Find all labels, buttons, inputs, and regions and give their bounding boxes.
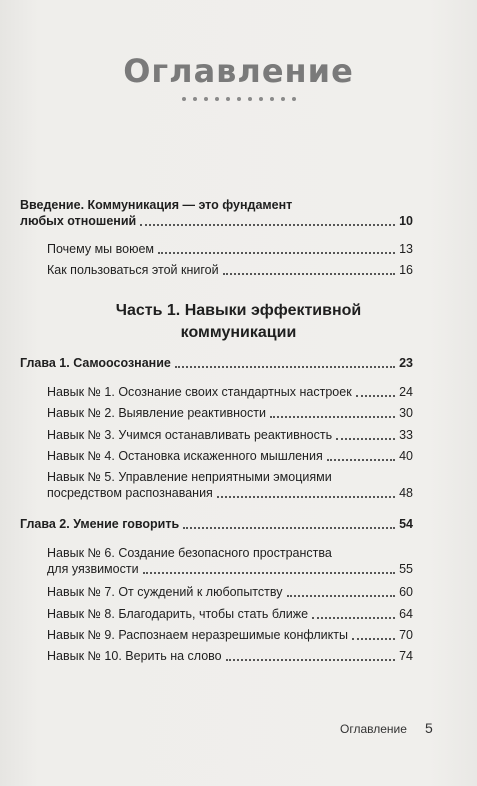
entry-label-line1: Навык № 6. Создание безопасного пространства (47, 546, 332, 560)
toc-entry-intro (20, 213, 413, 230)
entry-label: Навык № 3. Учимся останавливать реактивность (47, 428, 333, 442)
page-number: 23 (399, 356, 413, 370)
toc-entry (47, 606, 413, 623)
dot-leader (223, 273, 396, 275)
toc-entry (47, 384, 413, 401)
dot-leader (336, 438, 395, 440)
running-footer-label: Оглавление (340, 722, 407, 736)
dot-leader (352, 638, 395, 640)
page-number: 64 (399, 607, 413, 621)
intro-heading-line1: Введение. Коммуникация — это фундамент (20, 198, 293, 212)
toc-entry (47, 584, 413, 601)
page-number: 70 (399, 628, 413, 642)
page-number: 24 (399, 385, 413, 399)
toc-entry-chapter-1 (20, 355, 413, 372)
part-heading-line1: Часть 1. Навыки эффективной (115, 302, 362, 319)
dot-leader (226, 659, 395, 661)
page-number: 16 (399, 263, 413, 277)
entry-label: Навык № 8. Благодарить, чтобы стать ближе (47, 607, 309, 621)
folio-page-number: 5 (425, 720, 433, 736)
entry-label-line1: Навык № 5. Управление неприятными эмоциями (47, 470, 332, 484)
entry-label-line2: для уязвимости (47, 562, 139, 576)
dot-leader (327, 459, 395, 461)
title-dots-ornament (0, 97, 477, 101)
dot-leader (143, 572, 396, 574)
dot-leader (140, 224, 395, 226)
dot-leader (287, 595, 396, 597)
part-heading-line2: коммуникации (180, 324, 297, 341)
dot-leader (217, 496, 395, 498)
page-number: 48 (399, 486, 413, 500)
toc-entry (47, 262, 413, 279)
dot-leader (312, 617, 395, 619)
dot-leader (175, 366, 395, 368)
dot-leader (158, 252, 395, 254)
page-number: 33 (399, 428, 413, 442)
toc-entry-chapter-2 (20, 516, 413, 533)
entry-label: Почему мы воюем (47, 242, 155, 256)
toc-entry (47, 485, 413, 502)
toc-entry (47, 241, 413, 258)
entry-label-line2: посредством распознавания (47, 486, 213, 500)
entry-label: Навык № 4. Остановка искаженного мышления (47, 449, 323, 463)
toc-entry (47, 627, 413, 644)
page-number: 55 (399, 562, 413, 576)
entry-label: Как пользоваться этой книгой (47, 263, 219, 277)
entry-label: Навык № 1. Осознание своих стандартных настроек (47, 385, 352, 399)
intro-heading-line2: любых отношений (20, 214, 137, 228)
toc-entry (47, 561, 413, 578)
page-number: 74 (399, 649, 413, 663)
dot-leader (270, 416, 395, 418)
toc-entry (47, 427, 413, 444)
chapter-label: Глава 1. Самоосознание (20, 356, 171, 370)
page-number: 54 (399, 517, 413, 531)
page-title: Оглавление (123, 52, 354, 90)
toc-entry (47, 648, 413, 665)
toc-entry (47, 405, 413, 422)
page-number: 10 (399, 214, 413, 228)
entry-label: Навык № 2. Выявление реактивности (47, 406, 266, 420)
page-number: 60 (399, 585, 413, 599)
page-number: 13 (399, 242, 413, 256)
dot-leader (356, 395, 395, 397)
page-number: 40 (399, 449, 413, 463)
chapter-label: Глава 2. Умение говорить (20, 517, 180, 531)
entry-label: Навык № 9. Распознаем неразрешимые конфликты (47, 628, 348, 642)
entry-label: Навык № 10. Верить на слово (47, 649, 222, 663)
entry-label: Навык № 7. От суждений к любопытству (47, 585, 283, 599)
page-number: 30 (399, 406, 413, 420)
dot-leader (183, 527, 395, 529)
toc-entry (47, 448, 413, 465)
